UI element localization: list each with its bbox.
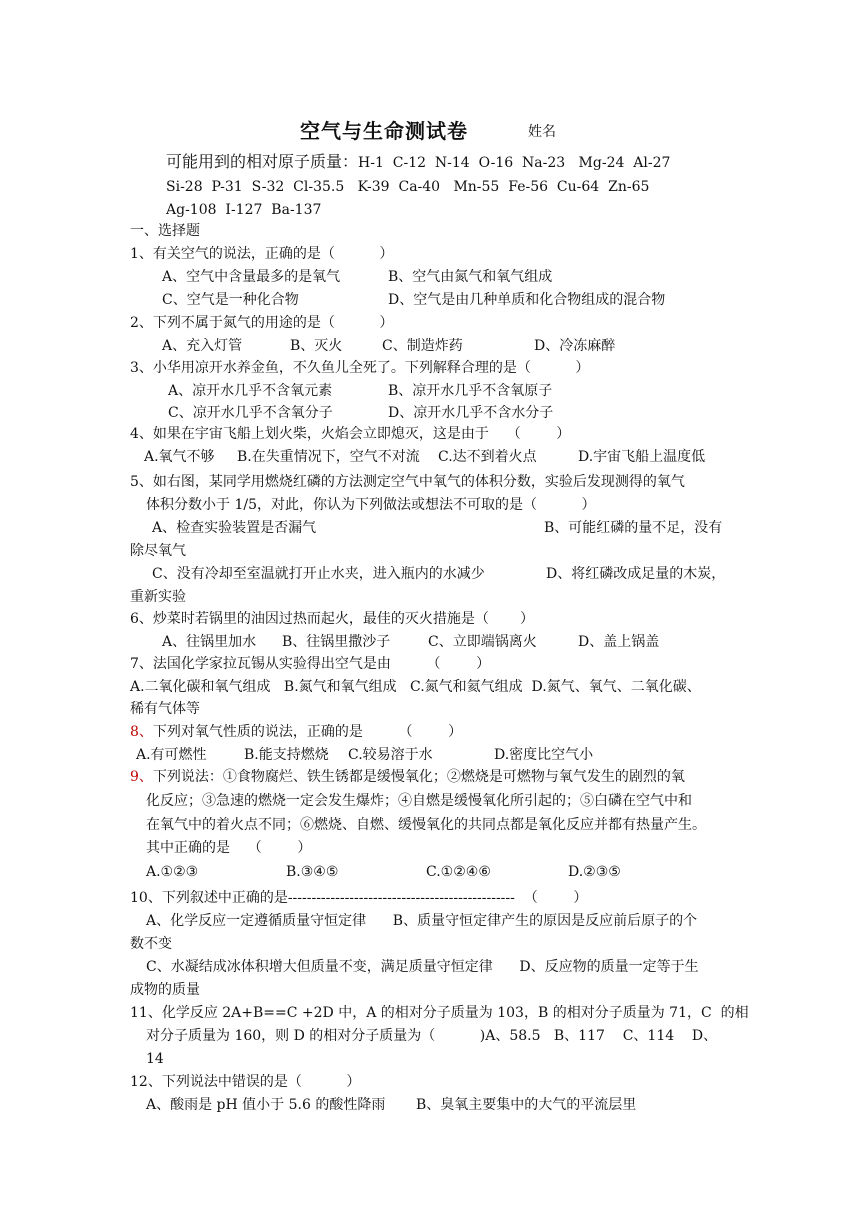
atomic-masses-values-1: H-1 C-12 N-14 O-16 Na-23 Mg-24 Al-27: [358, 155, 671, 171]
q7-options-cont: 稀有气体等: [130, 701, 200, 717]
atomic-masses-row3: Ag-108 I-127 Ba-137: [166, 202, 322, 218]
q5-option-b-cont: 除尽氧气: [130, 543, 186, 559]
q1-option-a: A、空气中含量最多的是氧气: [162, 269, 341, 285]
q9-text: 下列说法：①食物腐烂、铁生锈都是缓慢氧化；②燃烧是可燃物与氧气发生的剧烈的氧: [152, 769, 685, 785]
q4-option-c: C.达不到着火点: [438, 449, 537, 465]
q9-option-b: B.③④⑤: [286, 864, 339, 880]
q1-option-c: C、空气是一种化合物: [162, 292, 299, 308]
q4-option-b: B.在失重情况下，空气不对流: [237, 449, 420, 465]
q4-stem: 4、如果在宇宙飞船上划火柴，火焰会立即熄灭，这是由于 （ ）: [130, 426, 571, 442]
q9-stem-line3: 在氧气中的着火点不同；⑥燃烧、自燃、缓慢氧化的共同点都是氧化反应并都有热量产生。: [146, 817, 706, 833]
q9-option-c: C.①②④⑥: [426, 864, 491, 880]
q9-stem-line1: [130, 767, 685, 787]
q10-options-ab-cont: 数不变: [130, 936, 172, 952]
q1-option-b: B、空气由氮气和氧气组成: [388, 269, 553, 285]
q2-option-d: D、冷冻麻醉: [534, 338, 616, 354]
q3-stem: 3、小华用凉开水养金鱼，不久鱼儿全死了。下列解释合理的是（ ）: [130, 360, 590, 376]
q10-stem: 10、下列叙述中正确的是------------------------------------------------ （ ）: [130, 890, 588, 906]
q10-options-ab: A、化学反应一定遵循质量守恒定律 B、质量守恒定律产生的原因是反应前后原子的个: [146, 913, 698, 929]
q2-stem: 2、下列不属于氮气的用途的是（ ）: [130, 315, 394, 331]
q5-stem-line1: 5、如右图，某同学用燃烧红磷的方法测定空气中氧气的体积分数，实验后发现测得的氧气: [130, 474, 685, 490]
q12-option-b: B、臭氧主要集中的大气的平流层里: [416, 1097, 637, 1113]
q11-line2: 对分子质量为 160，则 D 的相对分子质量为（ )A、58.5 B、117 C、114 D、: [146, 1028, 718, 1044]
q5-option-d-cont: 重新实验: [130, 589, 186, 605]
q5-option-a: A、检查实验装置是否漏气: [152, 520, 317, 536]
q11-line1: 11、化学反应 2A+B==C +2D 中，A 的相对分子质量为 103，B 的相对分子质量为 71，C 的相: [130, 1005, 749, 1021]
name-label: 姓名: [528, 124, 556, 140]
q3-option-b: B、凉开水几乎不含氧原子: [388, 383, 553, 399]
q8-option-b: B.能支持燃烧: [244, 747, 329, 763]
atomic-masses-row1: [166, 152, 670, 173]
q9-number: 9、: [130, 769, 153, 785]
q11-line3: 14: [146, 1051, 164, 1067]
q12-option-a: A、酸雨是 pH 值小于 5.6 的酸性降雨: [146, 1097, 386, 1113]
q8-option-d: D.密度比空气小: [494, 747, 594, 763]
q9-stem-line4: 其中正确的是 （ ）: [146, 840, 312, 856]
q8-option-a: A.有可燃性: [136, 747, 207, 763]
q2-option-a: A、充入灯管: [162, 338, 243, 354]
q6-option-a: A、往锅里加水: [162, 634, 257, 650]
q10-options-cd-cont: 成物的质量: [130, 982, 200, 998]
atomic-masses-lead: 可能用到的相对原子质量：: [166, 152, 359, 171]
q8-option-c: C.较易溶于水: [348, 747, 433, 763]
q6-stem: 6、炒菜时若锅里的油因过热而起火，最佳的灭火措施是（ ）: [130, 611, 535, 627]
section-heading: 一、选择题: [130, 223, 200, 239]
q5-option-d: D、将红磷改成足量的木炭，: [546, 566, 726, 582]
q2-option-b: B、灭火: [290, 338, 343, 354]
q6-option-d: D、盖上锅盖: [578, 634, 660, 650]
atomic-masses-row2: Si-28 P-31 S-32 Cl-35.5 K-39 Ca-40 Mn-55 Fe-56 Cu-64 Zn-65: [166, 179, 650, 195]
q1-stem: 1、有关空气的说法，正确的是（ ）: [130, 246, 394, 262]
q9-option-a: A.①②③: [146, 864, 199, 880]
q2-option-c: C、制造炸药: [382, 338, 463, 354]
q4-option-a: A.氧气不够: [144, 449, 215, 465]
q3-option-c: C、凉开水几乎不含氧分子: [168, 405, 333, 421]
q6-option-b: B、往锅里撒沙子: [282, 634, 391, 650]
q6-option-c: C、立即端锅离火: [428, 634, 537, 650]
q9-option-d: D.②③⑤: [568, 864, 621, 880]
q10-options-cd: C、水凝结成冰体积增大但质量不变，满足质量守恒定律 D、反应物的质量一定等于生: [146, 959, 699, 975]
q5-option-c: C、没有冷却至室温就打开止水夹，进入瓶内的水减少: [152, 566, 485, 582]
q7-stem: 7、法国化学家拉瓦锡从实验得出空气是由 （ ）: [130, 656, 491, 672]
q3-option-a: A、凉开水几乎不含氧元素: [168, 383, 333, 399]
q3-option-d: D、凉开水几乎不含水分子: [388, 405, 554, 421]
q4-option-d: D.宇宙飞船上温度低: [578, 449, 706, 465]
q8-stem: [130, 722, 462, 742]
q8-text: 下列对氧气性质的说法，正确的是 （ ）: [152, 724, 463, 740]
q1-option-d: D、空气是由几种单质和化合物组成的混合物: [388, 292, 666, 308]
q8-number: 8、: [130, 724, 153, 740]
q12-stem: 12、下列说法中错误的是（ ）: [130, 1074, 361, 1090]
q9-stem-line2: 化反应；③急速的燃烧一定会发生爆炸；④自燃是缓慢氧化所引起的；⑤白磷在空气中和: [146, 793, 692, 809]
page-title: 空气与生命测试卷: [300, 119, 468, 143]
q7-options: A.二氧化碳和氧气组成 B.氮气和氧气组成 C.氮气和氦气组成 D.氮气、氧气、二氧化碳、: [130, 679, 701, 695]
q5-stem-line2: 体积分数小于 1/5，对此，你认为下列做法或想法不可取的是（ ）: [146, 497, 596, 513]
q5-option-b: B、可能红磷的量不足，没有: [544, 520, 723, 536]
